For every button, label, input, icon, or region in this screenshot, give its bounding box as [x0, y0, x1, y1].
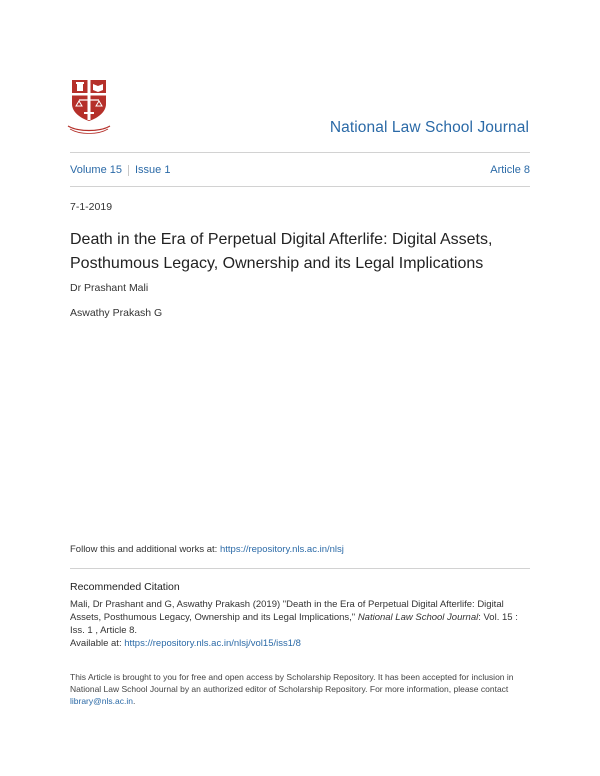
access-notice — [70, 671, 532, 707]
citation-journal: National Law School Journal — [357, 612, 479, 623]
issue-bar — [70, 164, 530, 176]
citation-line-1: Mali, Dr Prashant and G, Aswathy Prakash (2019) "Death in the Era of Perpetual Digital Afterlife: Digital — [70, 599, 504, 610]
notice-end: . — [132, 696, 136, 706]
nls-logo-icon — [66, 78, 112, 136]
issue-link[interactable]: Issue 1 — [134, 164, 171, 176]
citation-divider — [70, 568, 530, 569]
recommended-citation-heading: Recommended Citation — [70, 581, 180, 593]
article-link[interactable]: Article 8 — [490, 164, 530, 176]
citation-line-2: Assets, Posthumous Legacy, Ownership and its Legal Implications," — [70, 612, 358, 623]
available-label: Available at: — [70, 638, 125, 649]
available-link[interactable]: https://repository.nls.ac.in/nlsj/vol15/iss1/8 — [124, 638, 301, 649]
volume-link[interactable]: Volume 15 — [70, 164, 122, 176]
publication-date: 7-1-2019 — [70, 201, 113, 213]
author-name: Dr Prashant Mali — [70, 282, 149, 294]
article-title-line-1: Death in the Era of Perpetual Digital Afterlife: Digital Assets, — [70, 231, 493, 248]
citation-volume: : Vol. 15 : — [478, 612, 518, 623]
follow-line — [70, 544, 344, 555]
issue-divider — [70, 186, 530, 187]
follow-text: Follow this and additional works at: — [70, 544, 220, 555]
header-divider — [70, 152, 530, 153]
journal-title[interactable]: National Law School Journal — [329, 119, 529, 136]
contact-email-link[interactable]: library@nls.ac.in — [70, 696, 133, 706]
follow-link[interactable]: https://repository.nls.ac.in/nlsj — [219, 544, 344, 555]
article-title-line-2: Posthumous Legacy, Ownership and its Legal Implications — [70, 255, 484, 272]
citation-block — [70, 598, 532, 650]
article-title — [70, 228, 540, 276]
citation-line-3: Iss. 1 , Article 8. — [70, 625, 138, 636]
notice-text: This Article is brought to you for free and open access by Scholarship Repository. It has been accepted for inclusion in National Law School Journal by an authorized editor of Scholarship Repository. For more information, please contact — [70, 672, 514, 694]
author-name: Aswathy Prakash G — [70, 307, 163, 319]
issue-separator — [128, 165, 129, 176]
